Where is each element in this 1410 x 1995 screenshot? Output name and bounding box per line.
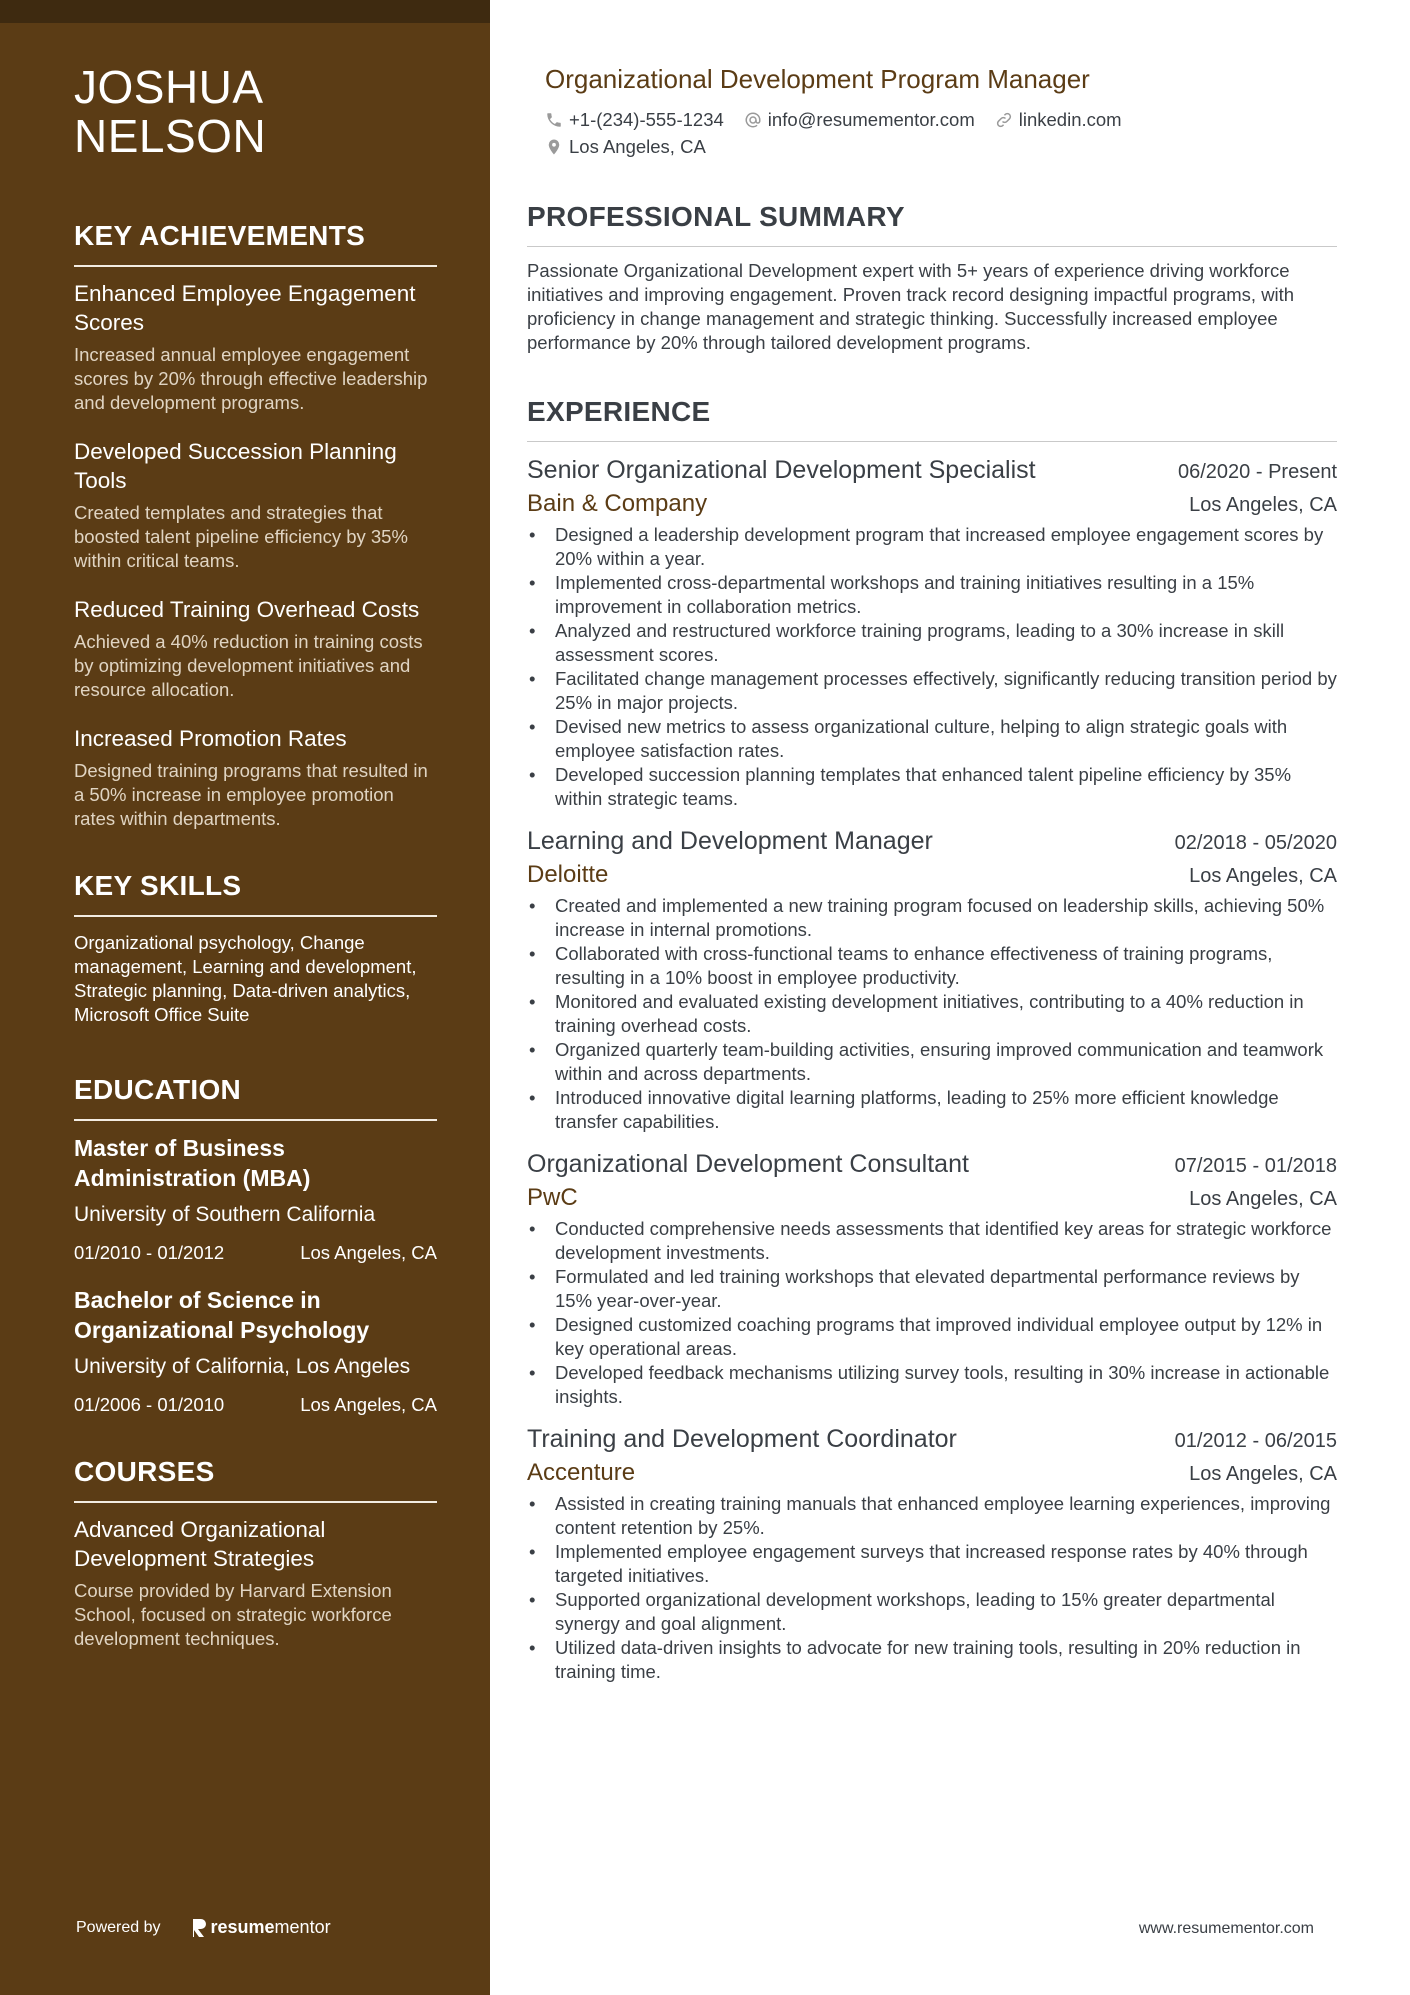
job-bullet: • Conducted comprehensive needs assessments that identified key areas for strategic workforce development investments. — [527, 1217, 1337, 1265]
job-location: Los Angeles, CA — [1189, 1463, 1337, 1485]
location-text: Los Angeles, CA — [569, 136, 706, 157]
job-role: Learning and Development Manager — [527, 827, 933, 855]
contact-info — [545, 106, 1337, 160]
course-desc: Course provided by Harvard Extension School, focused on strategic workforce development techniques. — [74, 1580, 392, 1649]
experience-heading: EXPERIENCE — [527, 395, 1337, 442]
job-subheader — [527, 1182, 1337, 1215]
job-bullet: • Formulated and led training workshops that elevated departmental performance reviews by 15% year-over-year. — [527, 1265, 1337, 1313]
education-item — [74, 1285, 437, 1417]
job-entry — [527, 825, 1337, 1134]
job-header — [527, 1148, 1337, 1182]
candidate-name — [74, 63, 437, 161]
job-entry — [527, 454, 1337, 811]
job-dates: 02/2018 - 05/2020 — [1174, 832, 1337, 854]
job-subheader — [527, 1457, 1337, 1490]
job-bullet: • Devised new metrics to assess organizational culture, helping to align strategic goals with employee satisfaction rates. — [527, 715, 1337, 763]
job-bullet: • Utilized data-driven insights to advocate for new training tools, resulting in 20% reduction in training time. — [527, 1636, 1337, 1684]
job-bullet: • Monitored and evaluated existing development initiatives, contributing to a 40% reduction in training overhead costs. — [527, 990, 1337, 1038]
sidebar — [0, 0, 490, 1995]
job-entry — [527, 1423, 1337, 1684]
powered-by-label: Powered by — [76, 1918, 161, 1936]
skills-heading: KEY SKILLS — [74, 869, 437, 917]
job-bullet: • Created and implemented a new training program focused on leadership skills, achieving 50% increase in internal promotions. — [527, 894, 1337, 942]
achievement-item — [74, 595, 437, 702]
education-location: Los Angeles, CA — [300, 1394, 437, 1415]
courses-section — [74, 1455, 437, 1651]
headline: Organizational Development Program Manager — [545, 64, 1090, 94]
skills-section — [74, 869, 437, 1027]
job-header — [527, 454, 1337, 488]
resumementor-logo[interactable] — [191, 1917, 331, 1938]
achievement-item — [74, 437, 437, 573]
linkedin-text: linkedin.com — [1018, 109, 1122, 130]
skills-text: Organizational psychology, Change management, Learning and development, Strategic planning, Data-driven analytics, Microsoft Office Suite — [74, 932, 417, 1025]
education-section — [74, 1073, 437, 1417]
job-location: Los Angeles, CA — [1189, 494, 1337, 516]
phone-icon — [545, 111, 563, 129]
education-heading: EDUCATION — [74, 1073, 437, 1121]
job-location: Los Angeles, CA — [1189, 865, 1337, 887]
job-bullet: • Introduced innovative digital learning platforms, leading to 25% more efficient knowledge transfer capabilities. — [527, 1086, 1337, 1134]
job-dates: 01/2012 - 06/2015 — [1174, 1430, 1337, 1452]
education-degree: Bachelor of Science in Organizational Psychology — [74, 1287, 370, 1343]
job-bullet: • Implemented cross-departmental workshops and training initiatives resulting in a 15% improvement in collaboration metrics. — [527, 571, 1337, 619]
job-subheader — [527, 488, 1337, 521]
linkedin[interactable] — [995, 106, 1122, 133]
course-title: Advanced Organizational Development Strategies — [74, 1517, 326, 1571]
job-bullet: • Developed succession planning templates that enhanced talent pipeline efficiency by 35% within strategic teams. — [527, 763, 1337, 811]
location — [545, 133, 706, 160]
job-bullet: • Supported organizational development workshops, leading to 15% greater departmental synergy and goal alignment. — [527, 1588, 1337, 1636]
job-subheader — [527, 859, 1337, 892]
job-dates: 07/2015 - 01/2018 — [1174, 1155, 1337, 1177]
education-school: University of California, Los Angeles — [74, 1355, 411, 1378]
job-header — [527, 1423, 1337, 1457]
job-bullet: • Collaborated with cross-functional teams to enhance effectiveness of training programs, resulting in a 10% boost in employee productivity. — [527, 942, 1337, 990]
job-bullets — [527, 1492, 1337, 1684]
phone-text: +1-(234)-555-1234 — [569, 109, 724, 130]
job-bullet: • Assisted in creating training manuals that enhanced employee learning experiences, improving content retention by 25%. — [527, 1492, 1337, 1540]
job-bullet: • Implemented employee engagement surveys that increased response rates by 40% through targeted initiatives. — [527, 1540, 1337, 1588]
job-role: Training and Development Coordinator — [527, 1425, 957, 1453]
email[interactable] — [744, 106, 975, 133]
achievement-item — [74, 279, 437, 415]
resumementor-logo-text: resumementor — [210, 1917, 331, 1937]
education-meta — [74, 1393, 437, 1417]
job-bullet: • Developed feedback mechanisms utilizing survey tools, resulting in 30% increase in actionable insights. — [527, 1361, 1337, 1409]
email-text: info@resumementor.com — [767, 109, 975, 130]
job-bullets — [527, 523, 1337, 811]
at-icon — [744, 111, 762, 129]
achievements-section — [74, 219, 437, 831]
education-meta — [74, 1241, 437, 1265]
job-bullet: • Facilitated change management processes effectively, significantly reducing transition period by 25% in major projects. — [527, 667, 1337, 715]
job-role: Senior Organizational Development Specialist — [527, 456, 1036, 484]
job-role: Organizational Development Consultant — [527, 1150, 969, 1178]
sidebar-content — [74, 63, 437, 1651]
achievements-heading: KEY ACHIEVEMENTS — [74, 219, 437, 267]
job-location: Los Angeles, CA — [1189, 1188, 1337, 1210]
summary-section — [527, 200, 1337, 355]
education-dates: 01/2010 - 01/2012 — [74, 1242, 225, 1263]
achievement-desc: Increased annual employee engagement scores by 20% through effective leadership and development programs. — [74, 344, 428, 413]
job-bullet: • Analyzed and restructured workforce training programs, leading to a 30% increase in skill assessment scores. — [527, 619, 1337, 667]
job-bullets — [527, 1217, 1337, 1409]
footer-url[interactable]: www.resumementor.com — [1138, 1920, 1314, 1937]
achievement-title: Reduced Training Overhead Costs — [74, 597, 420, 622]
achievement-title: Increased Promotion Rates — [74, 726, 347, 751]
phone[interactable] — [545, 106, 724, 133]
education-location: Los Angeles, CA — [300, 1242, 437, 1263]
education-degree: Master of Business Administration (MBA) — [74, 1135, 311, 1191]
education-school: University of Southern California — [74, 1203, 376, 1226]
contact-row — [545, 106, 1337, 133]
summary-heading: PROFESSIONAL SUMMARY — [527, 200, 1337, 247]
job-company: Deloitte — [527, 861, 609, 888]
job-dates: 06/2020 - Present — [1178, 461, 1337, 483]
contact-row — [545, 133, 1337, 160]
achievement-desc: Created templates and strategies that boosted talent pipeline efficiency by 35% within critical teams. — [74, 502, 408, 571]
resumementor-logo-icon — [191, 1918, 207, 1938]
education-item — [74, 1133, 437, 1265]
job-company: Bain & Company — [527, 490, 708, 517]
powered-by — [76, 1917, 331, 1938]
achievement-title: Developed Succession Planning Tools — [74, 439, 397, 493]
first-name: JOSHUA — [74, 61, 264, 113]
last-name: NELSON — [74, 110, 267, 162]
courses-heading: COURSES — [74, 1455, 437, 1503]
job-bullet: • Designed a leadership development program that increased employee engagement scores by 20% within a year. — [527, 523, 1337, 571]
achievement-desc: Achieved a 40% reduction in training costs by optimizing development initiatives and resource allocation. — [74, 631, 423, 700]
summary-text: Passionate Organizational Development expert with 5+ years of experience driving workforce initiatives and improving engagement. Proven track record designing impactful programs, with proficiency in change management and strategic thinking. Successfully increased employee performance by 20% through tailored development programs. — [527, 260, 1295, 353]
location-pin-icon — [545, 138, 563, 156]
education-dates: 01/2006 - 01/2010 — [74, 1394, 225, 1415]
job-bullet: • Designed customized coaching programs that improved individual employee output by 12% in key operational areas. — [527, 1313, 1337, 1361]
achievement-desc: Designed training programs that resulted in a 50% increase in employee promotion rates within departments. — [74, 760, 428, 829]
achievement-item — [74, 724, 437, 831]
course-item — [74, 1515, 437, 1651]
job-company: Accenture — [527, 1459, 636, 1486]
main-content — [527, 62, 1337, 1684]
job-company: PwC — [527, 1184, 578, 1211]
job-bullets — [527, 894, 1337, 1134]
experience-section — [527, 395, 1337, 1684]
job-header — [527, 825, 1337, 859]
job-bullet: • Organized quarterly team-building activities, ensuring improved communication and teamwork within and across departments. — [527, 1038, 1337, 1086]
link-icon — [995, 111, 1013, 129]
job-entry — [527, 1148, 1337, 1409]
sidebar-top-bar — [0, 0, 490, 23]
achievement-title: Enhanced Employee Engagement Scores — [74, 281, 416, 335]
